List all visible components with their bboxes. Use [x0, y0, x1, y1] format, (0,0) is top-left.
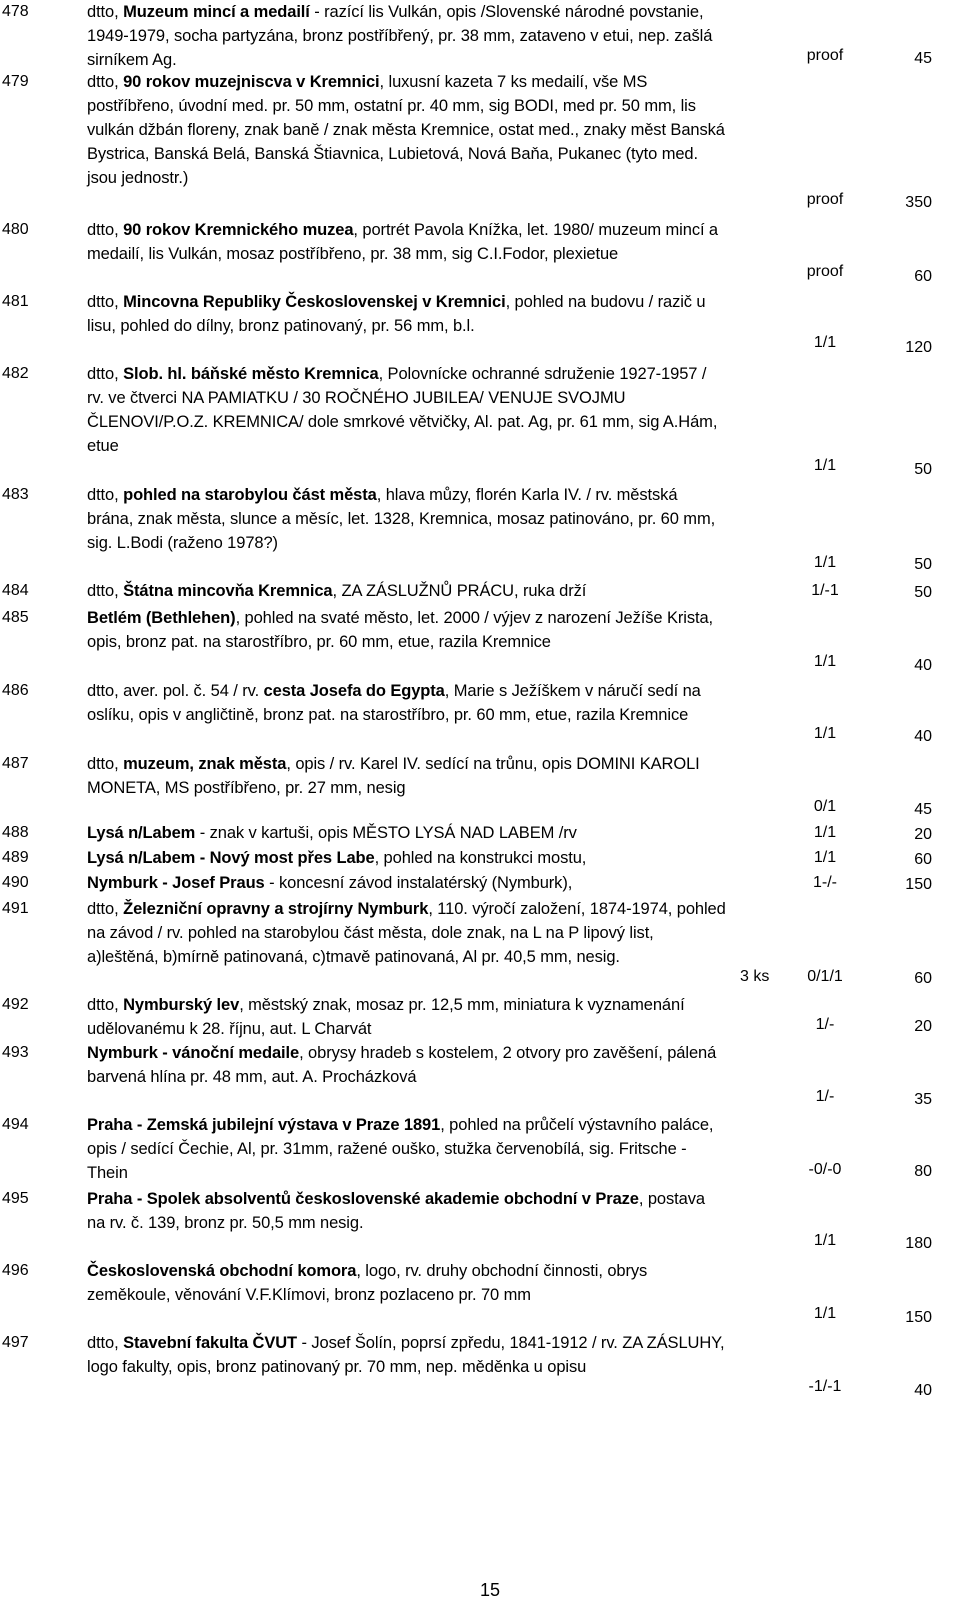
lot-price: 150 [905, 1309, 932, 1326]
lot-price: 350 [905, 194, 932, 211]
lot-title-bold: Lysá n/Labem - Nový most přes Labe [87, 849, 375, 867]
lot-number: 493 [2, 1044, 29, 1061]
lot-grade: 1/- [815, 1088, 835, 1105]
lot-grade: 1-/- [813, 874, 837, 891]
lot-number: 488 [2, 824, 29, 841]
lot-text: , Polovnícke ochranné sdruženie 1927-1957 / rv. ve čtverci NA PAMIATKU / 30 ROČNÉHO JUBILEA/ VENUJE SVOJMU ČLENOVI/P.O.Z. KREMNICA/ dole smrkové větvičky, Al. pat. Ag, pr. 61 mm, sig A.Hám, etue [87, 365, 718, 455]
lot-price: 60 [914, 268, 932, 285]
lot-quantity: 3 ks [740, 968, 770, 985]
lot-grade: proof [806, 263, 844, 280]
lot-price: 80 [914, 1163, 932, 1180]
lot-number: 480 [2, 221, 29, 238]
lot-number: 487 [2, 755, 29, 772]
lot-title-bold: Nymburský lev [123, 996, 240, 1014]
lot-title-bold: Betlém (Bethlehen) [87, 609, 236, 627]
lot-text: dtto, [87, 293, 124, 311]
lot-number: 486 [2, 682, 29, 699]
entry-495 [0, 1187, 960, 1257]
lot-text: , pohled na svaté město, let. 2000 / výjev z narození Ježíše Krista, opis, bronz pat. na starostříbro, pr. 60 mm, etue, razila Kremnice [87, 609, 714, 651]
lot-title-bold: Lysá n/Labem [87, 824, 196, 842]
lot-description [87, 846, 727, 870]
entry-488 [0, 821, 960, 847]
entry-490 [0, 871, 960, 897]
lot-text: , městský znak, mosaz pr. 12,5 mm, miniatura k vyznamenání udělovanému k 28. říjnu, aut. L Charvát [87, 996, 685, 1038]
lot-number: 491 [2, 900, 29, 917]
lot-title-bold: Železniční opravny a strojírny Nymburk [123, 900, 429, 918]
lot-title-bold: Mincovna Republiky Československej v Kremnici [123, 293, 506, 311]
lot-description [87, 0, 727, 72]
lot-text: , portrét Pavola Knížka, let. 1980/ muzeum mincí a medailí, lis Vulkán, mosaz postříbřeno, pr. 38 mm, sig C.I.Fodor, plexietue [87, 221, 719, 263]
lot-description [87, 821, 727, 845]
lot-grade: -0/-0 [808, 1161, 842, 1178]
lot-price: 50 [914, 461, 932, 478]
lot-price: 20 [914, 1018, 932, 1035]
lot-price: 150 [905, 876, 932, 893]
lot-price: 35 [914, 1091, 932, 1108]
lot-price: 40 [914, 657, 932, 674]
entry-487 [0, 752, 960, 818]
lot-text: , ZA ZÁSLUŽNŮ PRÁCU, ruka drží [332, 582, 587, 600]
lot-text: , postava na rv. č. 139, bronz pr. 50,5 mm nesig. [87, 1190, 705, 1232]
lot-text: - koncesní závod instalatérský (Nymburk), [264, 874, 573, 892]
entry-494 [0, 1113, 960, 1189]
lot-price: 40 [914, 1382, 932, 1399]
page-number: 15 [479, 1580, 501, 1600]
lot-text: , 110. výročí založení, 1874-1974, pohled na závod / rv. pohled na starobylou část města, dole znak, na L na P lipový list, a)leštěná, b)mírně patinovaná, c)tmavě patinovaná, Al pr. 40,5 mm, nesig. [87, 900, 726, 966]
lot-text: dtto, [87, 221, 124, 239]
lot-grade: 1/1 [813, 457, 837, 474]
entry-489 [0, 846, 960, 872]
lot-grade: 0/1 [813, 798, 837, 815]
lot-text: , luxusní kazeta 7 ks medailí, vše MS postříbřeno, úvodní med. pr. 50 mm, ostatní pr. 40 mm, sig BODI, med pr. 50 mm, lis vulkán džbán floreny, znak baně / znak města Kremnice, ostat med., znaky měst Banská Bystrica, Banská Belá, Banská Štiavnica, Lubietová, Nová Baňa, Pukanec (tyto med. jsou jednostr.) [87, 73, 725, 187]
lot-description [87, 1259, 727, 1307]
lot-title-bold: Nymburk - Josef Praus [87, 874, 265, 892]
entry-492 [0, 993, 960, 1041]
lot-number: 484 [2, 582, 29, 599]
lot-number: 482 [2, 365, 29, 382]
lot-text: , logo, rv. druhy obchodní činnosti, obrys zeměkoule, věnování V.F.Klímovi, bronz pozlaceno pr. 70 mm [87, 1262, 648, 1304]
lot-grade: 1/1 [813, 1232, 837, 1249]
lot-title-bold: Slob. hl. báňské město Kremnica [123, 365, 379, 383]
lot-number: 481 [2, 293, 29, 310]
lot-description [87, 1041, 727, 1089]
entry-479 [0, 70, 960, 212]
lot-title-bold: 90 rokov Kremnického muzea [123, 221, 354, 239]
entry-496 [0, 1259, 960, 1329]
lot-description [87, 752, 727, 800]
lot-text: , pohled na průčelí výstavního paláce, opis / sedící Čechie, Al, pr. 31mm, ražené ouško, stužka červenobílá, sig. Fritsche - Thein [87, 1116, 714, 1182]
lot-text: - Josef Šolín, poprsí zpředu, 1841-1912 / rv. ZA ZÁSLUHY, logo fakulty, opis, bronz patinovaný pr. 70 mm, nep. měděnka u opisu [87, 1334, 725, 1376]
lot-grade: proof [806, 191, 844, 208]
lot-description [87, 483, 727, 555]
lot-text: - znak v kartuši, opis MĚSTO LYSÁ NAD LABEM /rv [195, 824, 577, 842]
lot-description [87, 1113, 727, 1185]
lot-grade: 1/1 [813, 334, 837, 351]
lot-title-bold: pohled na starobylou část města [123, 486, 377, 504]
lot-description [87, 70, 727, 190]
lot-title-bold: Nymburk - vánoční medaile [87, 1044, 300, 1062]
lot-number: 496 [2, 1262, 29, 1279]
entry-480 [0, 218, 960, 286]
lot-price: 60 [914, 970, 932, 987]
lot-number: 479 [2, 73, 29, 90]
entry-481 [0, 290, 960, 360]
lot-grade: 1/1 [813, 824, 837, 841]
lot-number: 497 [2, 1334, 29, 1351]
lot-text: , pohled na konstrukci mostu, [374, 849, 587, 867]
lot-title-bold: cesta Josefa do Egypta [263, 682, 445, 700]
entry-491 [0, 897, 960, 993]
lot-grade: 1/1 [813, 725, 837, 742]
lot-grade: 1/1 [813, 554, 837, 571]
lot-description [87, 606, 727, 654]
lot-number: 494 [2, 1116, 29, 1133]
entry-486 [0, 679, 960, 751]
lot-text: dtto, [87, 486, 124, 504]
lot-number: 492 [2, 996, 29, 1013]
lot-title-bold: Praha - Zemská jubilejní výstava v Praze 1891 [87, 1116, 441, 1134]
lot-price: 180 [905, 1235, 932, 1252]
lot-grade: 1/1 [813, 1305, 837, 1322]
lot-price: 50 [914, 584, 932, 601]
lot-text: dtto, [87, 755, 124, 773]
lot-text: , pohled na budovu / razič u lisu, pohled do dílny, bronz patinovaný, pr. 56 mm, b.l. [87, 293, 706, 335]
lot-number: 478 [2, 3, 29, 20]
lot-text: dtto, [87, 582, 124, 600]
lot-grade: 1/-1 [811, 582, 839, 599]
entry-478 [0, 0, 960, 68]
lot-title-bold: 90 rokov muzejniscva v Kremnici [123, 73, 380, 91]
lot-text: dtto, [87, 1334, 124, 1352]
lot-text: , hlava můzy, florén Karla IV. / rv. městská brána, znak města, slunce a měsíc, let. 1328, Kremnica, mosaz patinováno, pr. 60 mm, sig. L.Bodi (raženo 1978?) [87, 486, 716, 552]
lot-price: 45 [914, 801, 932, 818]
lot-description [87, 579, 727, 603]
lot-text: dtto, [87, 3, 124, 21]
lot-number: 483 [2, 486, 29, 503]
lot-description [87, 897, 727, 969]
lot-description [87, 993, 727, 1041]
lot-title-bold: muzeum, znak města [123, 755, 287, 773]
lot-description [87, 1187, 727, 1235]
lot-description [87, 362, 727, 458]
lot-title-bold: Muzeum mincí a medailí [123, 3, 310, 21]
lot-price: 50 [914, 556, 932, 573]
entry-493 [0, 1041, 960, 1113]
lot-text: dtto, aver. pol. č. 54 / rv. [87, 682, 264, 700]
lot-text: , opis / rv. Karel IV. sedící na trůnu, opis DOMINI KAROLI MONETA, MS postříbřeno, pr. 27 mm, nesig [87, 755, 700, 797]
lot-grade: -1/-1 [808, 1378, 842, 1395]
lot-price: 45 [914, 50, 932, 67]
lot-description [87, 679, 727, 727]
entry-485 [0, 606, 960, 680]
lot-number: 485 [2, 609, 29, 626]
entry-483 [0, 483, 960, 575]
lot-price: 120 [905, 339, 932, 356]
entry-482 [0, 362, 960, 482]
entry-484 [0, 579, 960, 605]
lot-price: 40 [914, 728, 932, 745]
lot-price: 60 [914, 851, 932, 868]
lot-grade: proof [806, 47, 844, 64]
lot-text: - razící lis Vulkán, opis /Slovenské národné povstanie, 1949-1979, socha partyzána, bronz postříbřený, pr. 38 mm, zataveno v etui, nep. zašlá sirníkem Ag. [87, 3, 713, 69]
lot-grade: 1/1 [813, 653, 837, 670]
lot-number: 490 [2, 874, 29, 891]
lot-grade: 1/1 [813, 849, 837, 866]
lot-grade: 0/1/1 [807, 968, 843, 985]
entry-497 [0, 1331, 960, 1403]
lot-price: 20 [914, 826, 932, 843]
lot-description [87, 218, 727, 266]
lot-text: , obrysy hradeb s kostelem, 2 otvory pro zavěšení, pálená barvená hlína pr. 48 mm, aut. A. Procházková [87, 1044, 717, 1086]
lot-title-bold: Stavební fakulta ČVUT [123, 1334, 298, 1352]
lot-title-bold: Československá obchodní komora [87, 1262, 357, 1280]
lot-text: dtto, [87, 365, 124, 383]
lot-text: dtto, [87, 73, 124, 91]
lot-grade: 1/- [815, 1016, 835, 1033]
lot-description [87, 871, 727, 895]
lot-text: dtto, [87, 900, 124, 918]
lot-title-bold: Štátna mincovňa Kremnica [123, 582, 333, 600]
lot-number: 495 [2, 1190, 29, 1207]
lot-text: , Marie s Ježíškem v náručí sedí na oslíku, opis v angličtině, bronz pat. na starostříbro, pr. 60 mm, etue, razila Kremnice [87, 682, 701, 724]
lot-number: 489 [2, 849, 29, 866]
lot-description [87, 1331, 727, 1379]
lot-description [87, 290, 727, 338]
lot-text: dtto, [87, 996, 124, 1014]
lot-title-bold: Praha - Spolek absolventů československé akademie obchodní v Praze [87, 1190, 639, 1208]
